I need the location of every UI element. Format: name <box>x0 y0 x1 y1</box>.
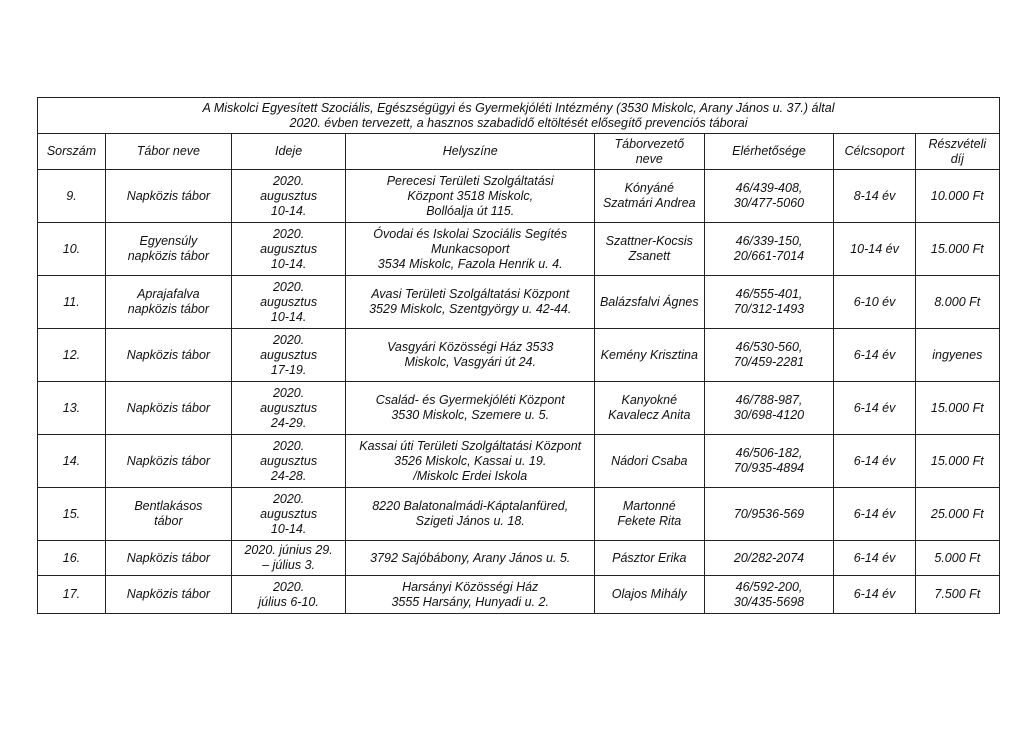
cell-ideje-line: augusztus <box>260 241 318 256</box>
document-title <box>38 98 1000 134</box>
header-taborvezeto-line-1: Táborvezető <box>614 136 685 151</box>
table-row <box>38 488 1000 541</box>
cell-elerhetoseg-line: 46/555-401, <box>735 287 803 301</box>
cell-tabor-neve <box>105 329 231 382</box>
cell-ideje-line: 2020. <box>272 279 305 294</box>
cell-ideje-line: 10-14. <box>270 521 307 536</box>
cell-taborvezeto-line: Fekete Rita <box>617 514 682 528</box>
cell-sorszam: 16. <box>38 541 106 576</box>
cell-elerhetoseg-line: 30/435-5698 <box>733 594 805 609</box>
cell-taborvezeto-line: Nádori Csaba <box>611 453 688 468</box>
cell-ideje-line: 2020. <box>272 491 305 506</box>
table-row <box>38 435 1000 488</box>
cell-ideje-line: augusztus <box>260 294 318 309</box>
header-reszveteli-line-2: díj <box>950 151 964 166</box>
cell-ideje <box>231 541 346 576</box>
cell-helyszine-line: 3529 Miskolc, Szentgyörgy u. 42-44. <box>369 302 572 316</box>
cell-helyszine <box>346 576 595 614</box>
cell-celcsoport: 6-14 év <box>834 382 915 435</box>
cell-celcsoport: 8-14 év <box>834 170 915 223</box>
cell-tabor-neve <box>105 170 231 223</box>
cell-elerhetoseg <box>704 488 834 541</box>
cell-taborvezeto-line: Pásztor Erika <box>612 550 687 565</box>
cell-reszveteli-dij: 8.000 Ft <box>915 276 999 329</box>
cell-helyszine-line: Család- és Gyermekjóléti Központ <box>375 393 565 407</box>
cell-tabor-neve-line: Napközis tábor <box>126 453 211 468</box>
cell-taborvezeto-line: Olajos Mihály <box>611 587 687 601</box>
cell-helyszine-line: Avasi Területi Szolgáltatási Központ <box>371 287 570 301</box>
header-reszveteli-dij <box>915 134 999 170</box>
cell-ideje <box>231 435 346 488</box>
cell-taborvezeto <box>595 541 705 576</box>
table-row <box>38 170 1000 223</box>
cell-reszveteli-dij: 5.000 Ft <box>915 541 999 576</box>
cell-celcsoport: 6-14 év <box>834 488 915 541</box>
cell-celcsoport: 6-14 év <box>834 576 915 614</box>
cell-ideje-line: 24-29. <box>270 415 307 430</box>
header-elerhetosege: Elérhetősége <box>704 134 834 170</box>
header-row <box>38 134 1000 170</box>
cell-taborvezeto <box>595 488 705 541</box>
cell-helyszine-line: 3526 Miskolc, Kassai u. 19. <box>394 453 547 468</box>
table-row <box>38 541 1000 576</box>
cell-elerhetoseg-line: 30/698-4120 <box>733 408 805 422</box>
cell-reszveteli-dij: 15.000 Ft <box>915 382 999 435</box>
cell-taborvezeto-line: Szatmári Andrea <box>602 196 696 210</box>
table-row <box>38 382 1000 435</box>
cell-elerhetoseg <box>704 170 834 223</box>
cell-helyszine-line: Munkacsoport <box>430 241 510 256</box>
cell-sorszam: 11. <box>38 276 106 329</box>
cell-elerhetoseg-line: 70/312-1493 <box>733 302 805 316</box>
cell-taborvezeto <box>595 382 705 435</box>
cell-elerhetoseg <box>704 329 834 382</box>
cell-helyszine-line: Vasgyári Közösségi Ház 3533 <box>387 340 554 354</box>
camps-table <box>37 97 1000 614</box>
cell-taborvezeto-line: Kanyokné <box>621 393 678 407</box>
cell-helyszine <box>346 276 595 329</box>
cell-sorszam: 13. <box>38 382 106 435</box>
cell-sorszam: 12. <box>38 329 106 382</box>
cell-taborvezeto-line: Kavalecz Anita <box>608 408 691 422</box>
header-reszveteli-line-1: Részvételi <box>928 136 987 151</box>
cell-helyszine-line: Bollóalja út 115. <box>426 203 515 218</box>
cell-taborvezeto-line: Balázsfalvi Ágnes <box>599 294 699 309</box>
cell-tabor-neve-line: Bentlakásos <box>134 499 203 513</box>
cell-tabor-neve <box>105 541 231 576</box>
table-row <box>38 276 1000 329</box>
cell-tabor-neve-line: tábor <box>154 514 183 528</box>
cell-tabor-neve-line: Aprajafalva <box>137 287 200 301</box>
cell-sorszam: 14. <box>38 435 106 488</box>
cell-ideje-line: – július 3. <box>262 558 315 572</box>
cell-helyszine <box>346 488 595 541</box>
cell-ideje <box>231 488 346 541</box>
cell-taborvezeto-line: Szattner-Kocsis <box>605 234 693 248</box>
cell-elerhetoseg-line: 46/439-408, <box>735 181 803 195</box>
cell-elerhetoseg-line: 46/506-182, <box>735 446 803 460</box>
cell-helyszine-line: 3555 Harsány, Hunyadi u. 2. <box>391 594 549 609</box>
cell-ideje-line: augusztus <box>260 400 318 415</box>
cell-elerhetoseg-line: 46/788-987, <box>735 393 803 407</box>
cell-helyszine <box>346 382 595 435</box>
cell-taborvezeto-line: Martonné <box>622 499 676 513</box>
table-row <box>38 329 1000 382</box>
cell-reszveteli-dij: ingyenes <box>915 329 999 382</box>
cell-ideje-line: 10-14. <box>270 203 307 218</box>
cell-helyszine <box>346 541 595 576</box>
cell-helyszine <box>346 329 595 382</box>
cell-tabor-neve-line: napközis tábor <box>127 302 210 316</box>
cell-elerhetoseg-line: 30/477-5060 <box>733 196 805 210</box>
header-taborvezeto <box>595 134 705 170</box>
cell-tabor-neve <box>105 276 231 329</box>
cell-taborvezeto <box>595 435 705 488</box>
cell-ideje-line: 2020. <box>272 226 305 241</box>
title-line-2: 2020. évben tervezett, a hasznos szabadidő eltöltését elősegítő prevenciós táborai <box>289 115 748 130</box>
cell-tabor-neve <box>105 435 231 488</box>
cell-ideje <box>231 170 346 223</box>
cell-elerhetoseg-line: 46/339-150, <box>735 234 803 248</box>
cell-elerhetoseg <box>704 576 834 614</box>
cell-helyszine <box>346 435 595 488</box>
cell-elerhetoseg-line: 70/935-4894 <box>733 461 805 475</box>
cell-reszveteli-dij: 25.000 Ft <box>915 488 999 541</box>
cell-tabor-neve-line: Napközis tábor <box>126 550 211 565</box>
cell-helyszine-line: Kassai úti Területi Szolgáltatási Központ <box>359 438 582 453</box>
cell-tabor-neve-line: Napközis tábor <box>126 400 211 415</box>
cell-ideje-line: 2020. <box>272 173 305 188</box>
cell-tabor-neve <box>105 576 231 614</box>
title-row <box>38 98 1000 134</box>
cell-elerhetoseg <box>704 382 834 435</box>
cell-sorszam: 15. <box>38 488 106 541</box>
cell-helyszine-line: 3534 Miskolc, Fazola Henrik u. 4. <box>377 256 563 271</box>
header-celcsoport: Célcsoport <box>834 134 915 170</box>
cell-taborvezeto <box>595 276 705 329</box>
cell-ideje-line: augusztus <box>260 347 318 362</box>
cell-ideje-line: július 6-10. <box>258 594 319 609</box>
cell-elerhetoseg <box>704 276 834 329</box>
cell-tabor-neve <box>105 382 231 435</box>
cell-sorszam: 10. <box>38 223 106 276</box>
cell-ideje-line: 17-19. <box>270 362 307 377</box>
cell-ideje-line: 2020. június 29. <box>244 543 333 557</box>
cell-helyszine-line: 3530 Miskolc, Szemere u. 5. <box>391 408 550 422</box>
cell-elerhetoseg-line: 46/530-560, <box>735 340 803 354</box>
cell-helyszine-line: Szigeti János u. 18. <box>415 514 525 528</box>
cell-ideje <box>231 329 346 382</box>
cell-ideje-line: 10-14. <box>270 256 307 271</box>
header-taborvezeto-line-2: neve <box>635 151 663 166</box>
cell-helyszine-line: Perecesi Területi Szolgáltatási <box>386 173 554 188</box>
header-tabor-neve: Tábor neve <box>105 134 231 170</box>
cell-tabor-neve-line: Napközis tábor <box>126 347 211 362</box>
cell-ideje <box>231 382 346 435</box>
cell-celcsoport: 6-14 év <box>834 329 915 382</box>
cell-elerhetoseg-line: 20/282-2074 <box>733 550 805 565</box>
cell-helyszine-line: Harsányi Közösségi Ház <box>402 579 539 594</box>
cell-celcsoport: 6-14 év <box>834 435 915 488</box>
cell-ideje-line: 2020. <box>272 438 305 453</box>
cell-elerhetoseg-line: 46/592-200, <box>735 579 803 594</box>
cell-helyszine-line: /Miskolc Erdei Iskola <box>413 468 528 483</box>
cell-taborvezeto-line: Kónyáné <box>624 181 674 195</box>
cell-taborvezeto <box>595 223 705 276</box>
header-ideje: Ideje <box>231 134 346 170</box>
cell-taborvezeto <box>595 329 705 382</box>
cell-elerhetoseg <box>704 223 834 276</box>
cell-ideje-line: augusztus <box>260 453 318 468</box>
cell-reszveteli-dij: 15.000 Ft <box>915 435 999 488</box>
cell-ideje-line: 24-28. <box>270 468 307 483</box>
table-row <box>38 576 1000 614</box>
cell-helyszine <box>346 170 595 223</box>
cell-taborvezeto-line: Kemény Krisztina <box>600 347 698 362</box>
cell-tabor-neve <box>105 223 231 276</box>
cell-celcsoport: 10-14 év <box>834 223 915 276</box>
cell-ideje <box>231 576 346 614</box>
cell-ideje-line: augusztus <box>260 506 318 521</box>
cell-taborvezeto-line: Zsanett <box>628 249 671 263</box>
header-helyszine: Helyszíne <box>346 134 595 170</box>
cell-tabor-neve <box>105 488 231 541</box>
cell-helyszine-line: Központ 3518 Miskolc, <box>407 188 534 203</box>
cell-taborvezeto <box>595 576 705 614</box>
cell-ideje-line: 2020. <box>272 385 305 400</box>
cell-helyszine <box>346 223 595 276</box>
cell-celcsoport: 6-14 év <box>834 541 915 576</box>
cell-reszveteli-dij: 15.000 Ft <box>915 223 999 276</box>
cell-sorszam: 9. <box>38 170 106 223</box>
cell-ideje-line: 10-14. <box>270 309 307 324</box>
cell-elerhetoseg-line: 70/9536-569 <box>733 506 805 521</box>
cell-helyszine-line: 8220 Balatonalmádi-Káptalanfüred, <box>372 499 569 513</box>
cell-tabor-neve-line: Egyensúly <box>139 234 198 248</box>
cell-reszveteli-dij: 7.500 Ft <box>915 576 999 614</box>
cell-ideje-line: 2020. <box>272 332 305 347</box>
cell-elerhetoseg <box>704 541 834 576</box>
cell-ideje <box>231 223 346 276</box>
cell-tabor-neve-line: Napközis tábor <box>126 587 211 601</box>
cell-taborvezeto <box>595 170 705 223</box>
cell-helyszine-line: Óvodai és Iskolai Szociális Segítés <box>373 226 568 241</box>
cell-reszveteli-dij: 10.000 Ft <box>915 170 999 223</box>
table-row <box>38 223 1000 276</box>
cell-ideje-line: 2020. <box>272 579 305 594</box>
cell-elerhetoseg-line: 20/661-7014 <box>733 249 805 263</box>
cell-tabor-neve-line: Napközis tábor <box>126 188 211 203</box>
cell-helyszine-line: 3792 Sajóbábony, Arany János u. 5. <box>370 550 571 565</box>
cell-sorszam: 17. <box>38 576 106 614</box>
cell-elerhetoseg <box>704 435 834 488</box>
cell-celcsoport: 6-10 év <box>834 276 915 329</box>
title-line-1: A Miskolci Egyesített Szociális, Egészségügyi és Gyermekjóléti Intézmény (3530 Miskolc, Arany János u. 37.) által <box>202 100 835 115</box>
cell-elerhetoseg-line: 70/459-2281 <box>733 355 805 369</box>
header-sorszam: Sorszám <box>38 134 106 170</box>
cell-helyszine-line: Miskolc, Vasgyári út 24. <box>404 355 536 369</box>
cell-ideje-line: augusztus <box>260 188 318 203</box>
cell-tabor-neve-line: napközis tábor <box>127 249 210 263</box>
cell-ideje <box>231 276 346 329</box>
